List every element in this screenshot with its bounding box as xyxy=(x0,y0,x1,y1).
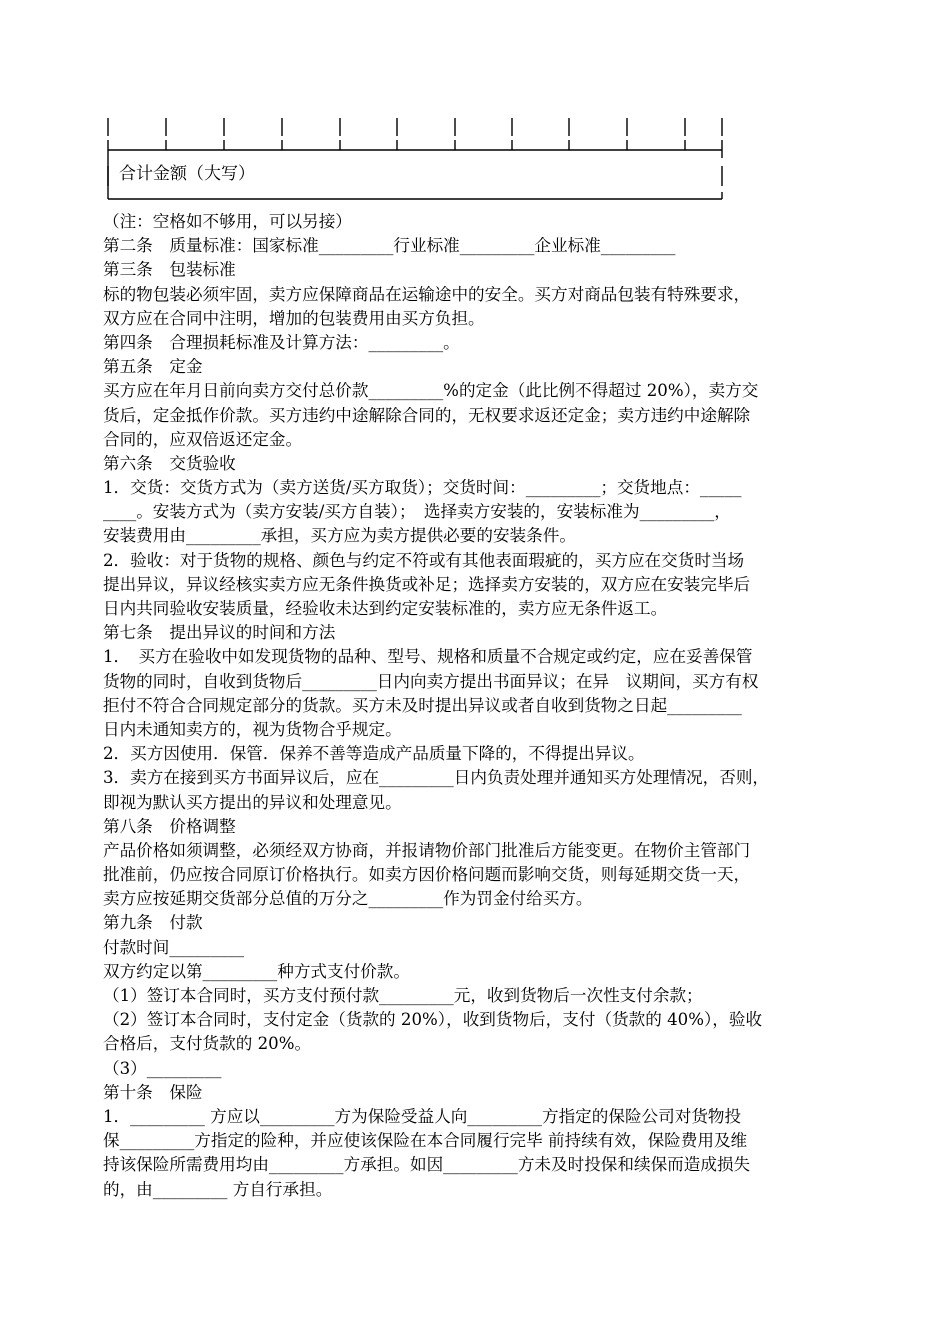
paragraph-line: 持该保险所需费用均由_________方承担。如因_________方未及时投保和续保而造成损失 xyxy=(103,1155,751,1175)
paragraph-line: 合格后，支付货款的 20%。 xyxy=(103,1034,312,1054)
article-8-heading: 第八条 价格调整 xyxy=(103,816,236,836)
paragraph-line: 1．_________ 方应以_________方为保险受益人向_________方指定的保险公司对货物投 xyxy=(103,1106,742,1126)
article-7-heading: 第七条 提出异议的时间和方法 xyxy=(103,623,336,643)
article-5-heading: 第五条 定金 xyxy=(103,357,203,377)
paragraph-line: 标的物包装必须牢固，卖方应保障商品在运输途中的安全。买方对商品包装有特殊要求， xyxy=(103,284,751,304)
paragraph-line: 双方应在合同中注明，增加的包装费用由买方负担。 xyxy=(103,308,485,328)
total-amount-label: 合计金额（大写） xyxy=(119,164,255,184)
paragraph-line: 保_________方指定的险种，并应使该保险在本合同履行完毕 前持续有效，保险费用及维 xyxy=(103,1131,748,1151)
article-3-heading: 第三条 包装标准 xyxy=(103,260,236,280)
paragraph-line: （1）签订本合同时，买方支付预付款_________元，收到货物后一次性支付余款； xyxy=(103,986,703,1005)
paragraph-line: 的，由_________ 方自行承担。 xyxy=(103,1179,333,1199)
paragraph-line: 1．交货：交货方式为（卖方送货/买方取货）；交货时间：_________；交货地点：_____ xyxy=(103,478,742,498)
paragraph-line: 货物的同时，自收到货物后_________日内向卖方提出书面异议；在异 议期间，买方有权 xyxy=(103,671,759,691)
paragraph-line: 批准前，仍应按合同原订价格执行。如卖方因价格问题而影响交货，则每延期交货一天， xyxy=(103,865,751,885)
paragraph-line: 2．买方因使用．保管．保养不善等造成产品质量下降的，不得提出异议。 xyxy=(103,744,645,764)
paragraph-line: 买方应在年月日前向卖方交付总价款_________%的定金（此比例不得超过 20%），卖方交 xyxy=(103,381,759,401)
contract-body xyxy=(103,210,863,1202)
paragraph-line: 安装费用由_________承担，买方应为卖方提供必要的安装条件。 xyxy=(103,526,576,546)
paragraph-line: （2）签订本合同时，支付定金（货款的 20%），收到货物后，支付（货款的 40%），验收 xyxy=(103,1010,763,1030)
article-9-heading: 第九条 付款 xyxy=(103,913,203,933)
paragraph-line: （3）_________ xyxy=(103,1058,222,1078)
paragraph-line: 拒付不符合合同规定部分的货款。买方未及时提出异议或者自收到货物之日起_________ xyxy=(103,695,742,715)
note-line: （注：空格如不够用，可以另接） xyxy=(103,212,352,231)
paragraph-line: 付款时间_________ xyxy=(103,937,245,957)
paragraph-line: 提出异议，异议经核实卖方应无条件换货或补足；选择卖方安装的，双方应在安装完毕后 xyxy=(103,574,751,594)
paragraph-line: 即视为默认买方提出的异议和处理意见。 xyxy=(103,792,402,812)
article-4-heading: 第四条 合理损耗标准及计算方法：_________。 xyxy=(103,332,460,352)
paragraph-line: 3．卖方在接到买方书面异议后，应在_________日内负责处理并通知买方处理情况，否则， xyxy=(103,768,770,788)
paragraph-line: 日内未通知卖方的，视为货物合乎规定。 xyxy=(103,719,402,739)
paragraph-line: 2．验收：对于货物的规格、颜色与约定不符或有其他表面瑕疵的，买方应在交货时当场 xyxy=(103,550,745,570)
paragraph-line: 双方约定以第_________种方式支付价款。 xyxy=(103,961,410,981)
paragraph-line: 卖方应按延期交货部分总值的万分之_________作为罚金付给买方。 xyxy=(103,889,593,909)
paragraph-line: 产品价格如须调整，必须经双方协商，并报请物价部门批准后方能变更。在物价主管部门 xyxy=(103,840,751,860)
paragraph-line: 1． 买方在验收中如发现货物的品种、型号、规格和质量不合规定或约定，应在妥善保管 xyxy=(103,647,753,667)
paragraph-line: ____。安装方式为（卖方安装/买方自装）； 选择卖方安装的，安装标准为_________， xyxy=(103,502,731,522)
article-10-heading: 第十条 保险 xyxy=(103,1082,203,1102)
paragraph-line: 货后，定金抵作价款。买方违约中途解除合同的，无权要求返还定金；卖方违约中途解除 xyxy=(103,405,751,425)
article-2-quality-standard: 第二条 质量标准：国家标准_________行业标准_________企业标准_________ xyxy=(103,236,676,256)
paragraph-line: 合同的，应双倍返还定金。 xyxy=(103,429,303,449)
paragraph-line: 日内共同验收安装质量，经验收未达到约定安装标准的，卖方应无条件返工。 xyxy=(103,599,668,618)
article-6-heading: 第六条 交货验收 xyxy=(103,453,236,473)
